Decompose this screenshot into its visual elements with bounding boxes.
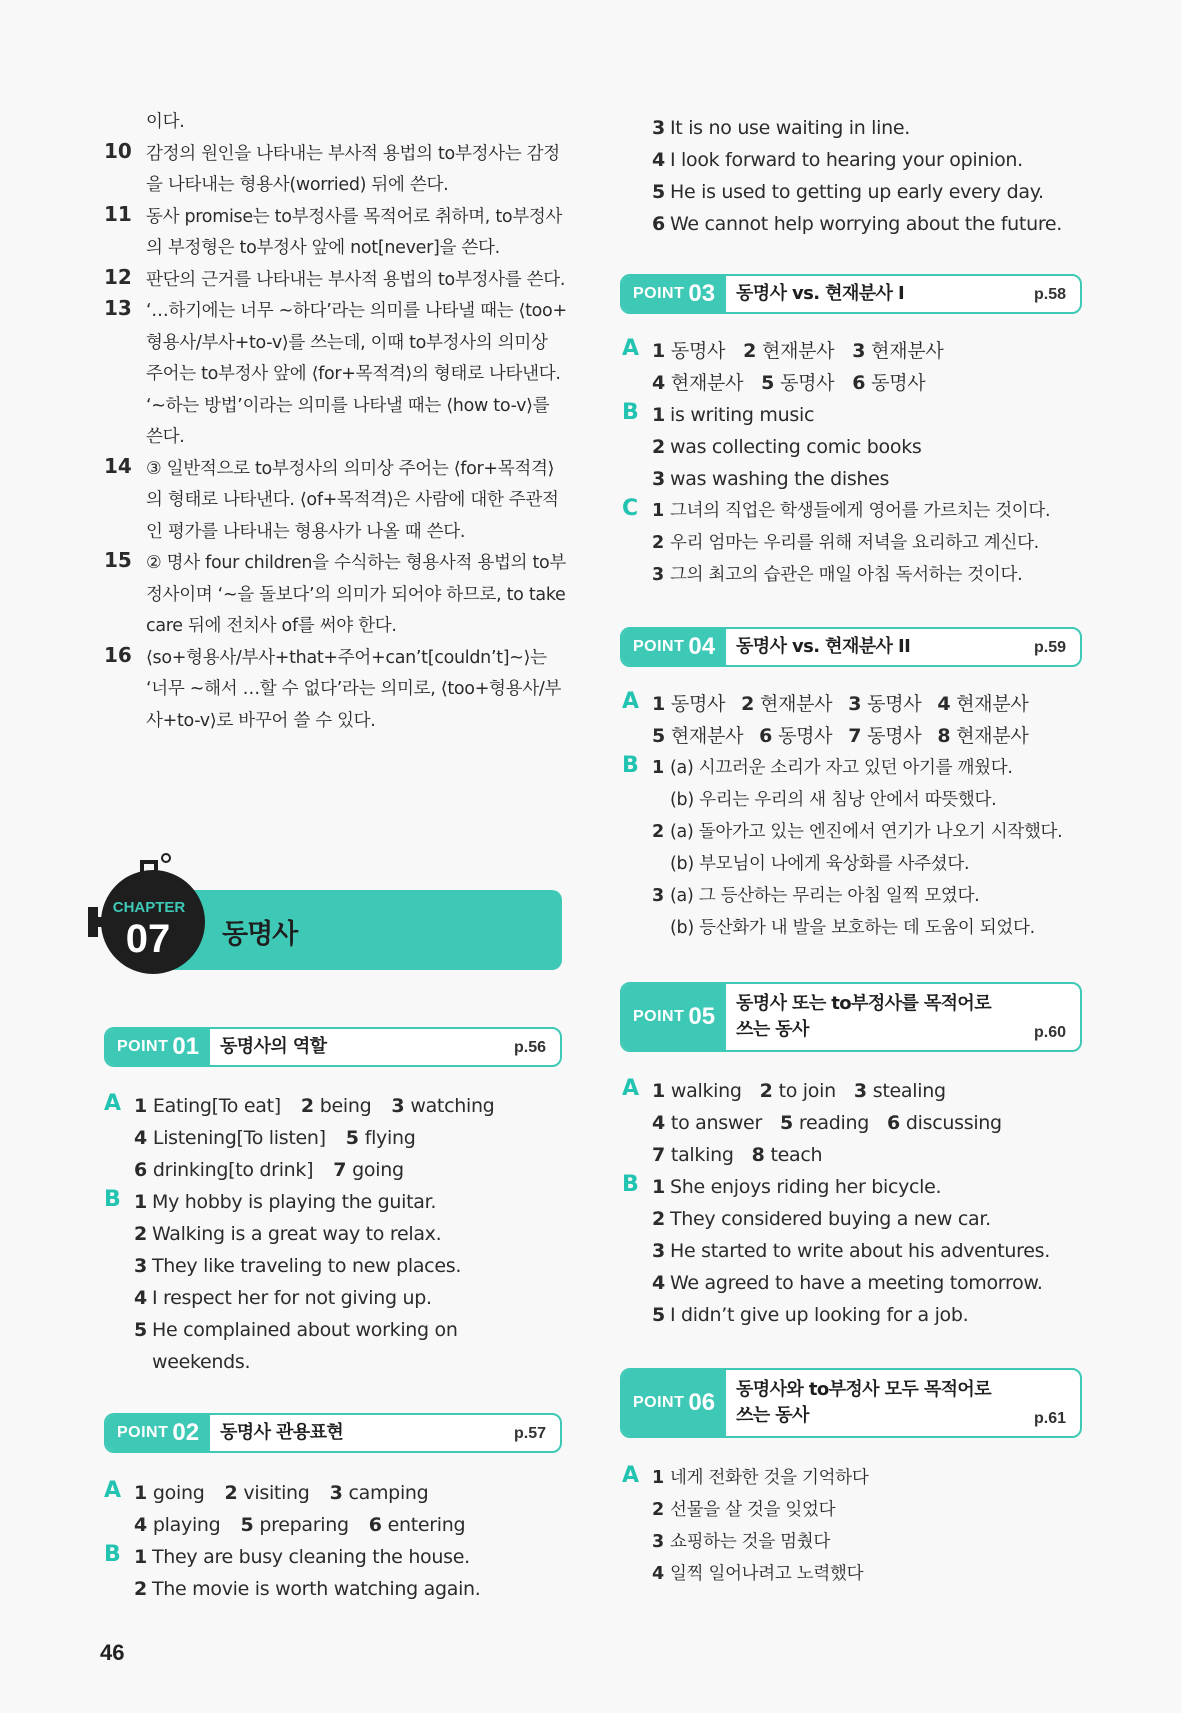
answer-text: being (319, 1095, 372, 1117)
point-title: 동명사 또는 to부정사를 목적어로 쓰는 동사 (736, 993, 992, 1040)
answer-item (741, 688, 832, 720)
answer-row (652, 848, 969, 880)
answer-text: 동명사 (670, 693, 726, 715)
answer-item (652, 1107, 762, 1139)
answer-text: was washing the dishes (670, 468, 890, 490)
answer-text: was collecting comic books (670, 436, 922, 458)
answer-row (652, 208, 1062, 240)
answer-number: 1 (652, 1176, 665, 1198)
answer-text: It is no use waiting in line. (670, 117, 911, 139)
answer-item (330, 1477, 429, 1509)
answer-text: Eating[To eat] (152, 1095, 281, 1117)
answer-number: 1 (652, 340, 665, 362)
section-label-a: A (622, 336, 640, 361)
answer-text: 네게 전화한 것을 기억하다 (670, 1468, 869, 1488)
answer-row (134, 1541, 470, 1573)
answer-number: 1 (652, 1468, 664, 1488)
answer-item (759, 720, 832, 752)
answer-number: 6 (652, 213, 665, 235)
answer-text: 동명사 (778, 725, 833, 747)
answer-row (652, 559, 1022, 591)
answer-number: 3 (848, 693, 862, 715)
answer-number: 5 (240, 1514, 254, 1536)
note-text: ‘너무 ~해서 …할 수 없다’라는 의미로, ⟨too+형용사/부 (146, 679, 562, 699)
point-title: 동명사의 역할 (220, 1036, 327, 1057)
answer-text: going (352, 1159, 404, 1181)
answer-text: preparing (259, 1514, 349, 1536)
answer-row (134, 1346, 250, 1378)
answer-number: 3 (329, 1482, 343, 1504)
answer-number: 8 (751, 1144, 765, 1166)
chapter-title: 동명사 (222, 919, 298, 950)
point-page-ref: p.60 (1033, 1024, 1066, 1041)
answer-text: (b) 우리는 우리의 새 침낭 안에서 따뜻했다. (670, 790, 997, 810)
answer-item (652, 1139, 734, 1171)
answer-row (652, 144, 1023, 176)
answer-text: 현재분사 (670, 372, 744, 394)
answer-number: 4 (652, 1564, 664, 1584)
answer-row (652, 176, 1044, 208)
chapter-number: 07 (125, 917, 171, 961)
note-text: ‘…하기에는 너무 ~하다’라는 의미를 나타낼 때는 ⟨too+ (146, 301, 567, 321)
point-tag: POINT 02 (106, 1415, 210, 1451)
answer-number: 6 (368, 1514, 382, 1536)
answer-row (652, 367, 943, 399)
answer-text: 일찍 일어나려고 노력했다 (670, 1564, 864, 1584)
answer-text: 현재분사 (956, 693, 1029, 715)
answer-row (134, 1122, 435, 1154)
answer-row (652, 816, 1062, 848)
answer-number: 3 (652, 1532, 664, 1552)
point-tag: POINT 04 (622, 629, 726, 665)
answer-text: (a) 돌아가고 있는 엔진에서 연기가 나오기 시작했다. (670, 822, 1063, 842)
point-page-ref: p.56 (513, 1039, 546, 1056)
point-title: 동명사 vs. 현재분사 II (736, 636, 911, 657)
note-text: 의 부정형은 to부정사 앞에 not[never]을 쓴다. (146, 238, 500, 258)
answer-row (652, 1171, 941, 1203)
section-label-b: B (104, 1187, 121, 1212)
point-page-ref: p.58 (1033, 286, 1066, 303)
point-title: 동명사와 to부정사 모두 목적어로 쓰는 동사 (736, 1379, 992, 1426)
answer-text: He started to write about his adventures. (670, 1240, 1050, 1262)
answer-text: (b) 등산화가 내 발을 보호하는 데 도움이 되었다. (670, 918, 1035, 938)
answer-text: He complained about working on (152, 1319, 458, 1341)
answer-number: 5 (779, 1112, 793, 1134)
note-number: 16 (104, 642, 132, 667)
answer-text: We cannot help worrying about the future. (670, 213, 1063, 235)
answer-text: 동명사 (867, 725, 922, 747)
note-number: 15 (104, 548, 132, 572)
note-text: 의 형태로 나타낸다. ⟨of+목적격⟩은 사람에 대한 주관적 (146, 490, 559, 510)
answer-number: 1 (652, 758, 664, 778)
point-01-header (104, 1027, 562, 1067)
answer-item (937, 688, 1028, 720)
answer-text: 동명사 (670, 340, 726, 362)
note-text: 을 나타내는 형용사(worried) 뒤에 쓴다. (146, 175, 449, 195)
answer-item (134, 1090, 281, 1122)
answer-item (937, 720, 1028, 752)
answer-item (240, 1509, 348, 1541)
answer-text: 그의 최고의 습관은 매일 아침 독서하는 것이다. (670, 565, 1023, 585)
answer-text: watching (410, 1095, 495, 1117)
answer-number: 1 (134, 1191, 147, 1213)
note-number: 10 (104, 138, 132, 163)
answer-row (652, 1107, 1020, 1139)
answer-number: 3 (652, 1240, 665, 1262)
point-tag: POINT 06 (622, 1370, 726, 1436)
answer-item (780, 1107, 869, 1139)
section-label-a: A (622, 1463, 640, 1488)
answer-text: reading (798, 1112, 869, 1134)
answer-text: 동명사 (780, 372, 835, 394)
answer-text: playing (152, 1514, 221, 1536)
note-text: 판단의 근거를 나타내는 부사적 용법의 to부정사를 쓴다. (146, 269, 566, 290)
answer-text: Listening[To listen] (152, 1127, 326, 1149)
point-page-ref: p.61 (1033, 1410, 1066, 1427)
answer-text: to join (778, 1080, 836, 1102)
note-text: 이다. (146, 112, 185, 132)
answer-number: 1 (652, 404, 665, 426)
answer-row (134, 1154, 424, 1186)
answer-row (652, 335, 961, 367)
answer-number: 4 (134, 1514, 147, 1536)
answer-row (652, 688, 1044, 720)
answer-number: 5 (345, 1127, 359, 1149)
answer-item (134, 1509, 220, 1541)
answer-text: (a) 시끄러운 소리가 자고 있던 아기를 깨웠다. (670, 758, 1013, 778)
answer-number: 2 (743, 340, 757, 362)
answer-number: 3 (652, 468, 665, 490)
answer-number: 6 (759, 725, 773, 747)
point-tag: POINT 01 (106, 1029, 210, 1065)
answer-number: 2 (134, 1223, 147, 1245)
answer-text: stealing (872, 1080, 946, 1102)
answer-text: 현재분사 (760, 693, 833, 715)
note-text: 감정의 원인을 나타내는 부사적 용법의 to부정사는 감정 (146, 143, 560, 164)
answer-text: to answer (670, 1112, 762, 1134)
answer-text: They are busy cleaning the house. (152, 1546, 470, 1568)
note-text: 동사 promise는 to부정사를 목적어로 취하며, to부정사 (146, 206, 563, 227)
point-page-ref: p.59 (1033, 639, 1066, 656)
point-03-header (620, 274, 1082, 314)
answer-row (134, 1477, 448, 1509)
answer-number: 4 (937, 693, 951, 715)
answer-item (848, 720, 921, 752)
point-04-header (620, 627, 1082, 667)
answer-item (752, 1139, 823, 1171)
answer-number: 2 (652, 822, 664, 842)
answer-number: 3 (652, 117, 665, 139)
answer-number: 2 (300, 1095, 314, 1117)
answer-item (301, 1090, 372, 1122)
answer-number: 6 (134, 1159, 147, 1181)
answer-row (652, 1558, 863, 1590)
note-text: 쓴다. (146, 427, 185, 447)
answer-row (134, 1509, 485, 1541)
note-text: 정사이며 ‘~을 돌보다’의 의미가 되어야 하므로, to take (146, 584, 566, 605)
answer-text: flying (364, 1127, 416, 1149)
answer-text: My hobby is playing the guitar. (152, 1191, 437, 1213)
note-number: 13 (104, 296, 132, 320)
answer-number: 1 (652, 1080, 665, 1102)
answer-text: going (152, 1482, 205, 1504)
answer-number: 4 (134, 1127, 147, 1149)
answer-text: drinking[to drink] (152, 1159, 314, 1181)
answer-number: 2 (652, 436, 665, 458)
answer-number: 1 (134, 1546, 147, 1568)
answer-number: 5 (652, 181, 665, 203)
answer-text: 현재분사 (762, 340, 835, 362)
answer-number: 3 (852, 340, 866, 362)
answer-item (652, 720, 743, 752)
section-label-b: B (104, 1542, 121, 1567)
section-label-a: A (622, 689, 640, 714)
page-number: 46 (100, 1640, 125, 1665)
answer-text: Walking is a great way to relax. (152, 1223, 442, 1245)
answer-text: 동명사 (871, 372, 926, 394)
answer-item (134, 1477, 205, 1509)
note-number: 12 (104, 264, 132, 289)
point-tag: POINT 03 (622, 276, 726, 312)
answer-text: is writing music (670, 404, 815, 426)
answer-row (652, 912, 1035, 944)
answer-text: He is used to getting up early every day. (670, 181, 1044, 203)
point-page-ref: p.57 (513, 1425, 546, 1442)
answer-row (652, 1299, 968, 1331)
answer-number: 4 (652, 1112, 665, 1134)
section-label-a: A (104, 1091, 122, 1116)
section-label-a: A (104, 1478, 122, 1503)
point-title: 동명사 관용표현 (220, 1422, 344, 1443)
note-text: ⟨so+형용사/부사+that+주어+can’t[couldn’t]~⟩는 (146, 647, 547, 668)
section-label-b: B (622, 1172, 639, 1197)
answer-number: 5 (652, 725, 665, 747)
answer-number: 5 (134, 1319, 147, 1341)
answer-row (652, 1139, 840, 1171)
point-tag: POINT 05 (622, 984, 726, 1050)
answer-item (652, 688, 725, 720)
answer-number: 2 (652, 533, 664, 553)
answer-number: 1 (134, 1095, 147, 1117)
answer-number: 8 (937, 725, 951, 747)
answer-text: 그녀의 직업은 학생들에게 영어를 가르치는 것이다. (670, 501, 1051, 521)
point-02-header (104, 1413, 562, 1453)
answer-text: I respect her for not giving up. (152, 1287, 432, 1309)
answer-row (652, 1462, 868, 1494)
answer-row (652, 1203, 991, 1235)
answer-item (652, 335, 725, 367)
answer-text: We agreed to have a meeting tomorrow. (670, 1272, 1043, 1294)
answer-text: 현재분사 (871, 340, 944, 362)
answer-number: 1 (652, 501, 664, 521)
answer-number: 2 (652, 1208, 665, 1230)
answer-number: 3 (652, 565, 664, 585)
answer-row (652, 720, 1044, 752)
note-text: 형용사/부사+to-v⟩를 쓰는데, 이때 to부정사의 의미상 (146, 332, 548, 353)
answer-text: walking (670, 1080, 742, 1102)
note-text: 사+to-v⟩로 바꾸어 쓸 수 있다. (146, 710, 376, 731)
note-text: 인 평가를 나타내는 형용사가 나올 때 쓴다. (146, 521, 466, 542)
point-05-header (620, 982, 1082, 1052)
answer-number: 6 (852, 372, 866, 394)
section-label-b: B (622, 753, 639, 778)
answer-text: They considered buying a new car. (670, 1208, 991, 1230)
answer-text: I didn’t give up looking for a job. (670, 1304, 969, 1326)
answer-number: 3 (134, 1255, 147, 1277)
answer-item (761, 367, 834, 399)
answer-number: 3 (853, 1080, 867, 1102)
answer-text: talking (670, 1144, 734, 1166)
answer-row (652, 752, 1013, 784)
diving-helmet-badge-icon (88, 852, 218, 982)
point-title: 동명사 vs. 현재분사 I (736, 283, 905, 304)
answer-text: teach (770, 1144, 823, 1166)
answer-row (652, 431, 922, 463)
answer-text: entering (387, 1514, 466, 1536)
chapter-label: CHAPTER (112, 899, 186, 916)
answer-text: The movie is worth watching again. (152, 1578, 481, 1600)
answer-number: 4 (134, 1287, 147, 1309)
answer-item (369, 1509, 466, 1541)
answer-number: 2 (224, 1482, 238, 1504)
answer-text: 쇼핑하는 것을 멈췄다 (670, 1532, 830, 1552)
answer-number: 4 (652, 372, 665, 394)
note-number: 14 (104, 453, 132, 478)
note-text: ③ 일반적으로 to부정사의 의미상 주어는 ⟨for+목적격⟩ (146, 458, 555, 479)
answer-item (760, 1075, 836, 1107)
answer-row (652, 1494, 835, 1526)
answer-row (652, 1267, 1043, 1299)
answer-row (652, 1075, 964, 1107)
answer-number: 6 (886, 1112, 900, 1134)
note-text: ‘~하는 방법’이라는 의미를 나타낼 때는 ⟨how to-v⟩를 (146, 395, 550, 416)
answer-number: 5 (652, 1304, 665, 1326)
answer-item (346, 1122, 416, 1154)
answer-row (134, 1573, 481, 1605)
answer-number: 7 (333, 1159, 347, 1181)
note-text: ② 명사 four children을 수식하는 형용사적 용법의 to부 (146, 553, 567, 573)
note-text: 주어는 to부정사 앞에 ⟨for+목적격⟩의 형태로 나타낸다. (146, 364, 561, 384)
answer-text: I look forward to hearing your opinion. (670, 149, 1023, 171)
answer-item (391, 1090, 494, 1122)
answer-number: 3 (391, 1095, 405, 1117)
answer-number: 7 (652, 1144, 665, 1166)
answer-item (134, 1122, 326, 1154)
answer-item (652, 367, 743, 399)
answer-text: 우리 엄마는 우리를 위해 저녁을 요리하고 계신다. (670, 533, 1039, 553)
answer-text: camping (348, 1482, 429, 1504)
answer-row (652, 1526, 830, 1558)
answer-item (743, 335, 834, 367)
answer-item (333, 1154, 404, 1186)
answer-number: 1 (134, 1482, 147, 1504)
answer-number: 2 (652, 1500, 664, 1520)
answer-item (652, 1075, 742, 1107)
note-number: 11 (104, 201, 132, 226)
answer-row (652, 1235, 1050, 1267)
section-label-c: C (622, 496, 639, 521)
answer-row (652, 527, 1039, 559)
answer-row (652, 784, 996, 816)
answer-row (652, 880, 979, 912)
answer-row (652, 463, 889, 495)
answer-text: discussing (905, 1112, 1002, 1134)
answer-text: visiting (243, 1482, 310, 1504)
answer-item (852, 367, 925, 399)
answer-text: 현재분사 (956, 725, 1029, 747)
note-text: care 뒤에 전치사 of를 써야 한다. (146, 616, 397, 636)
section-label-b: B (622, 400, 639, 425)
answer-number: 4 (652, 149, 665, 171)
answer-row (652, 399, 814, 431)
answer-text: 동명사 (867, 693, 922, 715)
answer-row (134, 1314, 458, 1346)
answer-number: 2 (741, 693, 755, 715)
answer-number: 5 (761, 372, 775, 394)
answer-item (225, 1477, 310, 1509)
answer-row (134, 1250, 461, 1282)
answer-row (134, 1218, 441, 1250)
answer-text: 선물을 살 것을 잊었다 (670, 1500, 836, 1520)
answer-text: (b) 부모님이 나에게 육상화를 사주셨다. (670, 854, 970, 874)
answer-row (652, 112, 910, 144)
answer-item (848, 688, 921, 720)
answer-text: 현재분사 (670, 725, 744, 747)
answer-number: 1 (652, 693, 665, 715)
answer-text: weekends. (152, 1351, 251, 1373)
answer-number: 7 (848, 725, 862, 747)
answer-text: (a) 그 등산하는 무리는 아침 일찍 모였다. (670, 886, 980, 906)
answer-row (134, 1090, 514, 1122)
answer-item (852, 335, 943, 367)
answer-item (887, 1107, 1002, 1139)
answer-text: They like traveling to new places. (152, 1255, 462, 1277)
answer-item (854, 1075, 946, 1107)
answer-number: 2 (759, 1080, 773, 1102)
answer-row (134, 1282, 432, 1314)
answer-number: 3 (652, 886, 664, 906)
answer-row (134, 1186, 436, 1218)
answer-row (652, 495, 1050, 527)
point-06-header (620, 1368, 1082, 1438)
section-label-a: A (622, 1076, 640, 1101)
answer-number: 4 (652, 1272, 665, 1294)
answer-number: 2 (134, 1578, 147, 1600)
answer-item (134, 1154, 313, 1186)
answer-text: She enjoys riding her bicycle. (670, 1176, 942, 1198)
